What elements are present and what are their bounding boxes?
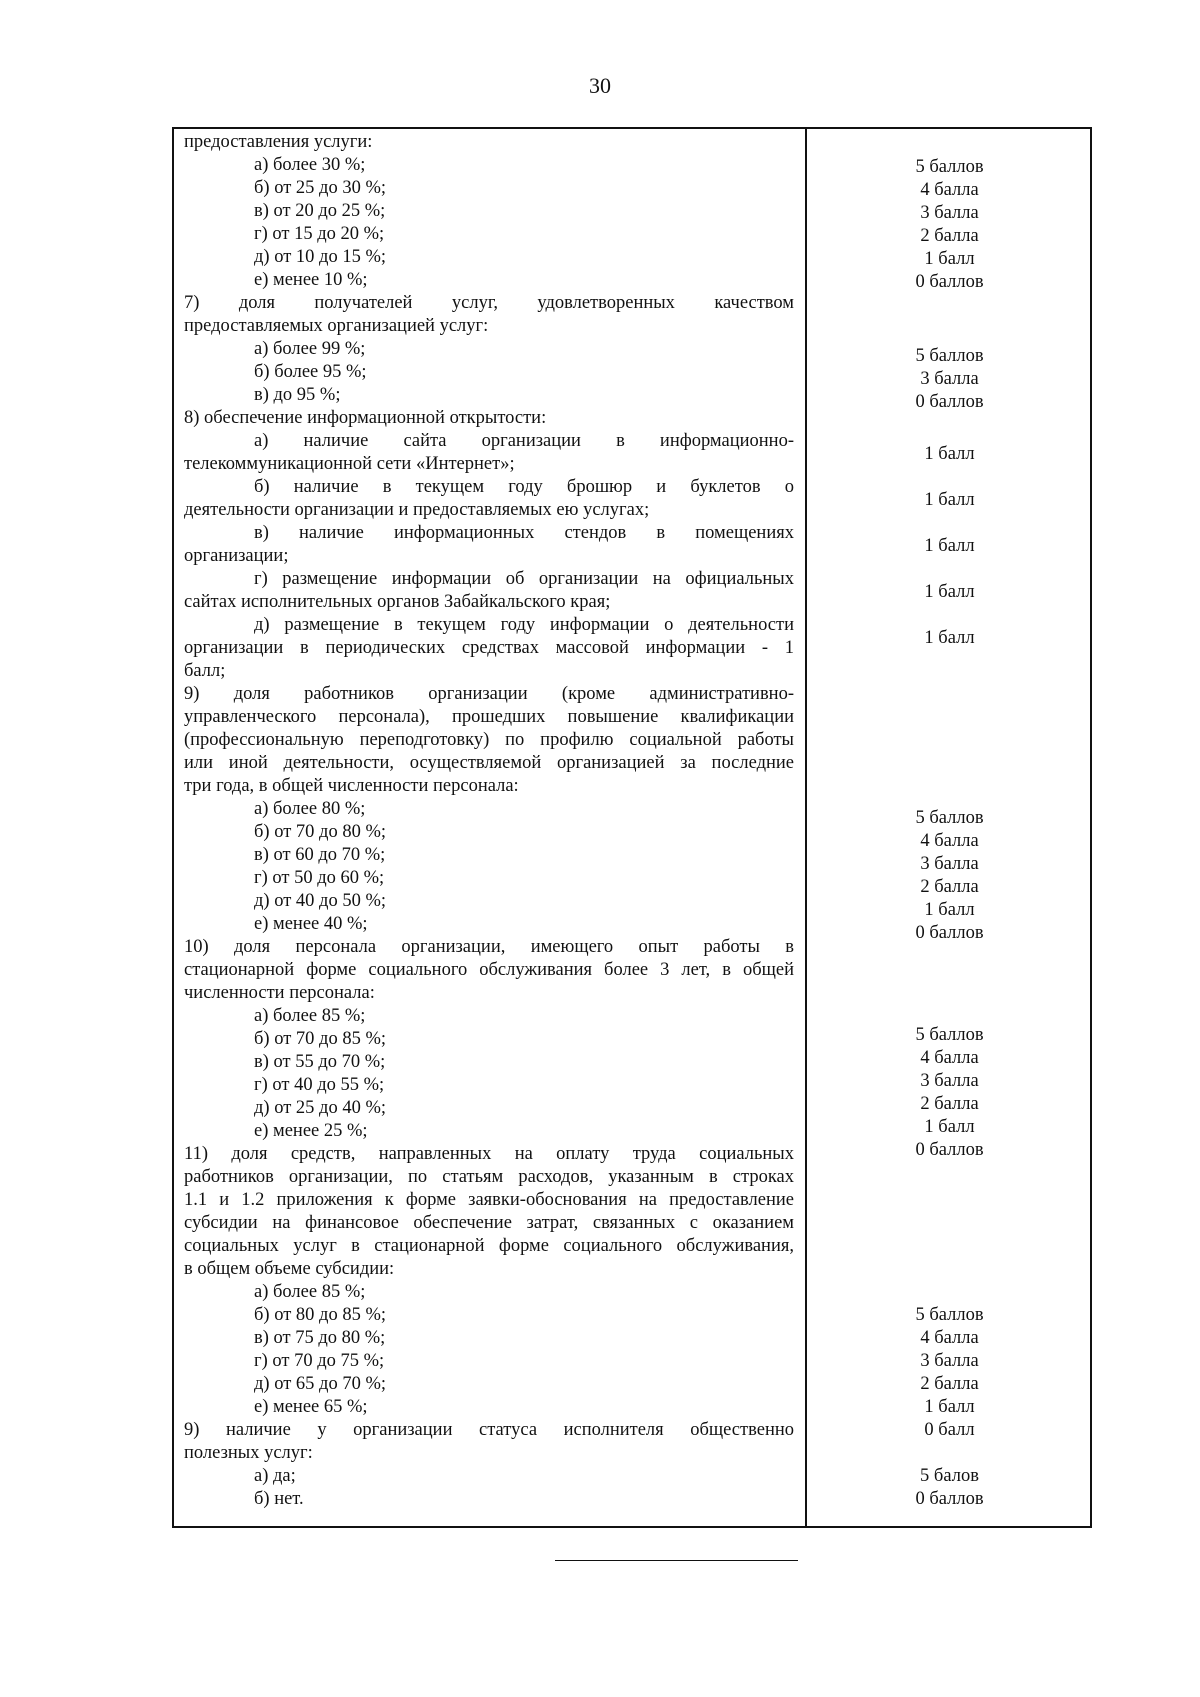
footer-rule [555, 1560, 798, 1561]
criteria-line: в) от 75 до 80 %; [254, 1328, 386, 1348]
criteria-line: д) от 25 до 40 %; [254, 1098, 387, 1118]
criteria-line: е) менее 40 %; [254, 914, 368, 934]
criteria-line: 8) обеспечение информационной открытости: [184, 408, 547, 428]
criteria-line: или иной деятельности, осуществляемой организацией за последние [184, 753, 794, 773]
score-value: 3 балла [920, 1351, 979, 1371]
score-value: 5 баллов [915, 346, 984, 366]
score-value: 0 баллов [915, 392, 984, 412]
score-value: 2 балла [920, 1374, 979, 1394]
score-value: 3 балла [920, 1071, 979, 1091]
score-value: 5 баллов [915, 157, 984, 177]
criteria-line: деятельности организации и предоставляемых ею услугах; [184, 500, 650, 520]
score-value: 1 балл [924, 900, 975, 920]
criteria-line: д) от 40 до 50 %; [254, 891, 387, 911]
criteria-line: телекоммуникационной сети «Интернет»; [184, 454, 515, 474]
criteria-line: 7) доля получателей услуг, удовлетворенных качеством [184, 293, 794, 313]
criteria-line: предоставления услуги: [184, 132, 373, 152]
score-value: 0 баллов [915, 923, 984, 943]
criteria-line: в общем объеме субсидии: [184, 1259, 395, 1279]
criteria-line: а) более 85 %; [254, 1282, 366, 1302]
score-value: 0 балл [924, 1420, 975, 1440]
score-value: 4 балла [920, 180, 979, 200]
score-value: 1 балл [924, 1397, 975, 1417]
criteria-line: д) от 10 до 15 %; [254, 247, 387, 267]
score-value: 3 балла [920, 203, 979, 223]
criteria-line: б) от 70 до 80 %; [254, 822, 387, 842]
criteria-line: б) от 25 до 30 %; [254, 178, 387, 198]
criteria-line: г) от 15 до 20 %; [254, 224, 385, 244]
criteria-line: (профессиональную переподготовку) по профилю социальной работы [184, 730, 794, 750]
score-value: 5 баллов [915, 808, 984, 828]
criteria-line: а) наличие сайта организации в информационно- [254, 431, 794, 451]
criteria-line: а) более 80 %; [254, 799, 366, 819]
score-value: 1 балл [924, 536, 975, 556]
criteria-line: в) наличие информационных стендов в помещениях [254, 523, 794, 543]
criteria-line: б) наличие в текущем году брошюр и буклетов о [254, 477, 794, 497]
criteria-line: полезных услуг: [184, 1443, 313, 1463]
score-value: 1 балл [924, 444, 975, 464]
criteria-line: б) от 80 до 85 %; [254, 1305, 387, 1325]
score-value: 5 балов [920, 1466, 979, 1486]
criteria-line: а) более 99 %; [254, 339, 366, 359]
criteria-line: 11) доля средств, направленных на оплату труда социальных [184, 1144, 794, 1164]
score-value: 4 балла [920, 1048, 979, 1068]
score-value: 5 баллов [915, 1025, 984, 1045]
criteria-line: б) нет. [254, 1489, 304, 1509]
criteria-line: е) менее 25 %; [254, 1121, 368, 1141]
score-value: 1 балл [924, 628, 975, 648]
criteria-line: е) менее 10 %; [254, 270, 368, 290]
criteria-line: в) от 60 до 70 %; [254, 845, 386, 865]
score-value: 5 баллов [915, 1305, 984, 1325]
score-value: 2 балла [920, 226, 979, 246]
criteria-line: д) от 65 до 70 %; [254, 1374, 387, 1394]
criteria-line: балл; [184, 661, 226, 681]
score-value: 2 балла [920, 1094, 979, 1114]
criteria-line: г) от 40 до 55 %; [254, 1075, 385, 1095]
criteria-line: субсидии на финансовое обеспечение затрат, связанных с оказанием [184, 1213, 794, 1233]
criteria-line: численности персонала: [184, 983, 375, 1003]
criteria-line: в) от 55 до 70 %; [254, 1052, 386, 1072]
criteria-line: а) более 30 %; [254, 155, 366, 175]
criteria-line: б) более 95 %; [254, 362, 367, 382]
criteria-line: а) более 85 %; [254, 1006, 366, 1026]
criteria-line: д) размещение в текущем году информации о деятельности [254, 615, 794, 635]
score-value: 0 баллов [915, 1140, 984, 1160]
criteria-line: управленческого персонала), прошедших повышение квалификации [184, 707, 794, 727]
score-value: 2 балла [920, 877, 979, 897]
score-value: 0 баллов [915, 272, 984, 292]
criteria-line: 10) доля персонала организации, имеющего опыт работы в [184, 937, 794, 957]
criteria-line: б) от 70 до 85 %; [254, 1029, 387, 1049]
score-value: 1 балл [924, 249, 975, 269]
criteria-line: 9) наличие у организации статуса исполнителя общественно [184, 1420, 794, 1440]
score-value: 1 балл [924, 490, 975, 510]
criteria-line: 1.1 и 1.2 приложения к форме заявки-обоснования на предоставление [184, 1190, 794, 1210]
score-value: 0 баллов [915, 1489, 984, 1509]
criteria-line: г) от 70 до 75 %; [254, 1351, 385, 1371]
criteria-line: три года, в общей численности персонала: [184, 776, 519, 796]
criteria-line: сайтах исполнительных органов Забайкальского края; [184, 592, 611, 612]
criteria-line: г) от 50 до 60 %; [254, 868, 385, 888]
criteria-line: е) менее 65 %; [254, 1397, 368, 1417]
score-value: 3 балла [920, 369, 979, 389]
criteria-line: в) от 20 до 25 %; [254, 201, 386, 221]
score-value: 4 балла [920, 1328, 979, 1348]
criteria-table [172, 127, 1092, 1528]
page-number: 30 [589, 73, 611, 98]
criteria-line: предоставляемых организацией услуг: [184, 316, 489, 336]
criteria-line: а) да; [254, 1466, 296, 1486]
criteria-line: организации в периодических средствах массовой информации - 1 [184, 638, 794, 658]
criteria-line: работников организации, по статьям расходов, указанным в строках [184, 1167, 794, 1187]
criteria-line: г) размещение информации об организации на официальных [254, 569, 794, 589]
score-value: 4 балла [920, 831, 979, 851]
score-value: 1 балл [924, 1117, 975, 1137]
score-value: 3 балла [920, 854, 979, 874]
score-value: 1 балл [924, 582, 975, 602]
criteria-line: в) до 95 %; [254, 385, 341, 405]
criteria-line: социальных услуг в стационарной форме социального обслуживания, [184, 1236, 794, 1256]
criteria-line: стационарной форме социального обслуживания более 3 лет, в общей [184, 960, 794, 980]
criteria-line: организации; [184, 546, 289, 566]
criteria-line: 9) доля работников организации (кроме административно- [184, 684, 794, 704]
